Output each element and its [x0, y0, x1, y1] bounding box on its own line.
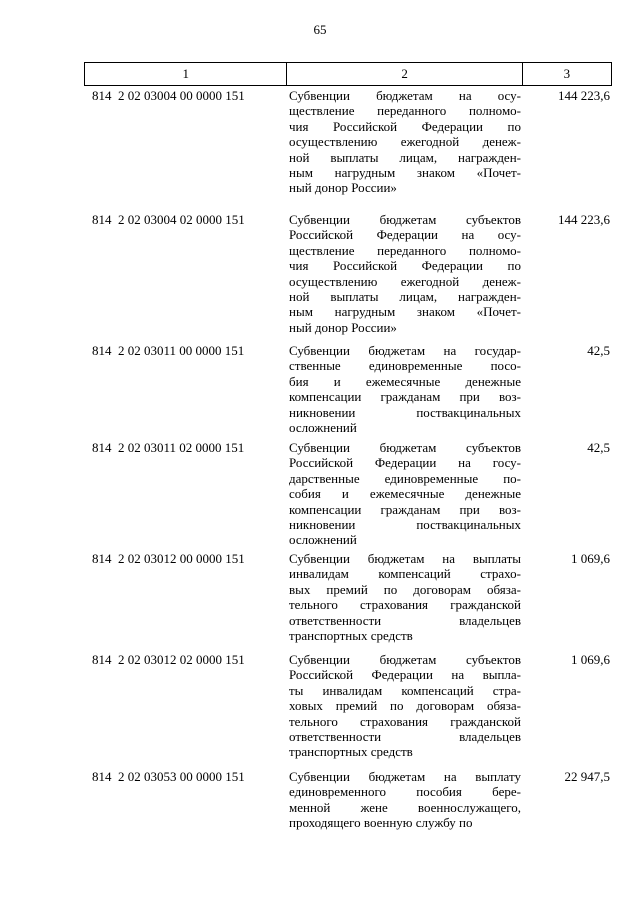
- income-name-line: Российской Федерации на госу-: [289, 455, 521, 471]
- column-header-1: 1: [84, 63, 286, 85]
- income-name-line: Субвенции бюджетам субъектов: [289, 440, 521, 455]
- income-name-line: Субвенции бюджетам субъектов: [289, 652, 521, 667]
- income-name-line: бия и ежемесячные денежные: [289, 373, 521, 389]
- income-name-line: ственные единовременные посо-: [289, 358, 521, 374]
- income-name-line: осложнений: [289, 532, 357, 548]
- income-name-line: менной жене военнослужащего,: [289, 799, 521, 815]
- income-name-line: никновении поствакцинальных: [289, 517, 521, 533]
- income-name-line: ты инвалидам компенсаций стра-: [289, 682, 521, 698]
- income-name-line: осуществлению ежегодной денеж-: [289, 273, 521, 289]
- income-name-line: Российской Федерации на осу-: [289, 227, 521, 243]
- income-name: [289, 551, 521, 643]
- income-name-line: компенсации гражданам при воз-: [289, 389, 521, 405]
- income-name-line: компенсации гражданам при воз-: [289, 501, 521, 517]
- income-name-line: Российской Федерации на выпла-: [289, 667, 521, 683]
- income-name: [289, 769, 521, 831]
- page-number: 65: [313, 22, 327, 37]
- amount: 144 223,6: [558, 212, 610, 227]
- income-name-line: чия Российской Федерации по: [289, 118, 521, 134]
- column-header-2: 2: [286, 63, 521, 85]
- budget-code: 814 2 02 03004 02 0000 151: [92, 212, 245, 227]
- budget-code: 814 2 02 03011 02 0000 151: [92, 440, 245, 455]
- budget-code: 814 2 02 03053 00 0000 151: [92, 769, 245, 784]
- income-name-line: ной выплаты лицам, награжден-: [289, 149, 521, 165]
- amount: 1 069,6: [571, 652, 610, 667]
- income-name-line: Субвенции бюджетам на выплату: [289, 769, 521, 784]
- budget-code: 814 2 02 03012 02 0000 151: [92, 652, 245, 667]
- income-name-line: осуществлению ежегодной денеж-: [289, 134, 521, 150]
- income-name-line: ным нагрудным знаком «Почет-: [289, 165, 521, 181]
- amount: 42,5: [587, 440, 610, 455]
- income-name-line: проходящего военную службу по: [289, 815, 473, 831]
- budget-code: 814 2 02 03004 00 0000 151: [92, 88, 245, 103]
- table-header: [84, 62, 612, 86]
- income-name: [289, 212, 521, 335]
- income-name-line: ществление переданного полномо-: [289, 242, 521, 258]
- income-name-line: вых премий по договорам обяза-: [289, 581, 521, 597]
- amount: 144 223,6: [558, 88, 610, 103]
- amount: 22 947,5: [564, 769, 610, 784]
- income-name-line: инвалидам компенсаций страхо-: [289, 566, 521, 582]
- income-name: [289, 440, 521, 548]
- income-name-line: собия и ежемесячные денежные: [289, 486, 521, 502]
- income-name-line: транспортных средств: [289, 628, 413, 644]
- income-name-line: осложнений: [289, 420, 357, 436]
- income-name-line: чия Российской Федерации по: [289, 258, 521, 274]
- income-name-line: ной выплаты лицам, награжден-: [289, 289, 521, 305]
- income-name-line: Субвенции бюджетам субъектов: [289, 212, 521, 227]
- income-name-line: Субвенции бюджетам на государ-: [289, 343, 521, 358]
- income-name-line: ный донор России»: [289, 180, 397, 196]
- income-name: [289, 88, 521, 196]
- income-name: [289, 652, 521, 760]
- column-header-3: 3: [522, 63, 612, 85]
- budget-code: 814 2 02 03012 00 0000 151: [92, 551, 245, 566]
- income-name-line: ществление переданного полномо-: [289, 103, 521, 119]
- amount: 42,5: [587, 343, 610, 358]
- income-name-line: Субвенции бюджетам на осу-: [289, 88, 521, 103]
- income-name: [289, 343, 521, 435]
- income-name-line: никновении поствакцинальных: [289, 404, 521, 420]
- income-name-line: ховых премий по договорам обяза-: [289, 698, 521, 714]
- income-name-line: ответственности владельцев: [289, 729, 521, 745]
- income-name-line: Субвенции бюджетам на выплаты: [289, 551, 521, 566]
- budget-code: 814 2 02 03011 00 0000 151: [92, 343, 245, 358]
- income-name-line: ный донор России»: [289, 319, 397, 335]
- income-name-line: тельного страхования гражданской: [289, 713, 521, 729]
- income-name-line: транспортных средств: [289, 744, 413, 760]
- amount: 1 069,6: [571, 551, 610, 566]
- income-name-line: тельного страхования гражданской: [289, 597, 521, 613]
- income-name-line: дарственные единовременные по-: [289, 470, 521, 486]
- income-name-line: ным нагрудным знаком «Почет-: [289, 304, 521, 320]
- income-name-line: ответственности владельцев: [289, 612, 521, 628]
- income-name-line: единовременного пособия бере-: [289, 784, 521, 800]
